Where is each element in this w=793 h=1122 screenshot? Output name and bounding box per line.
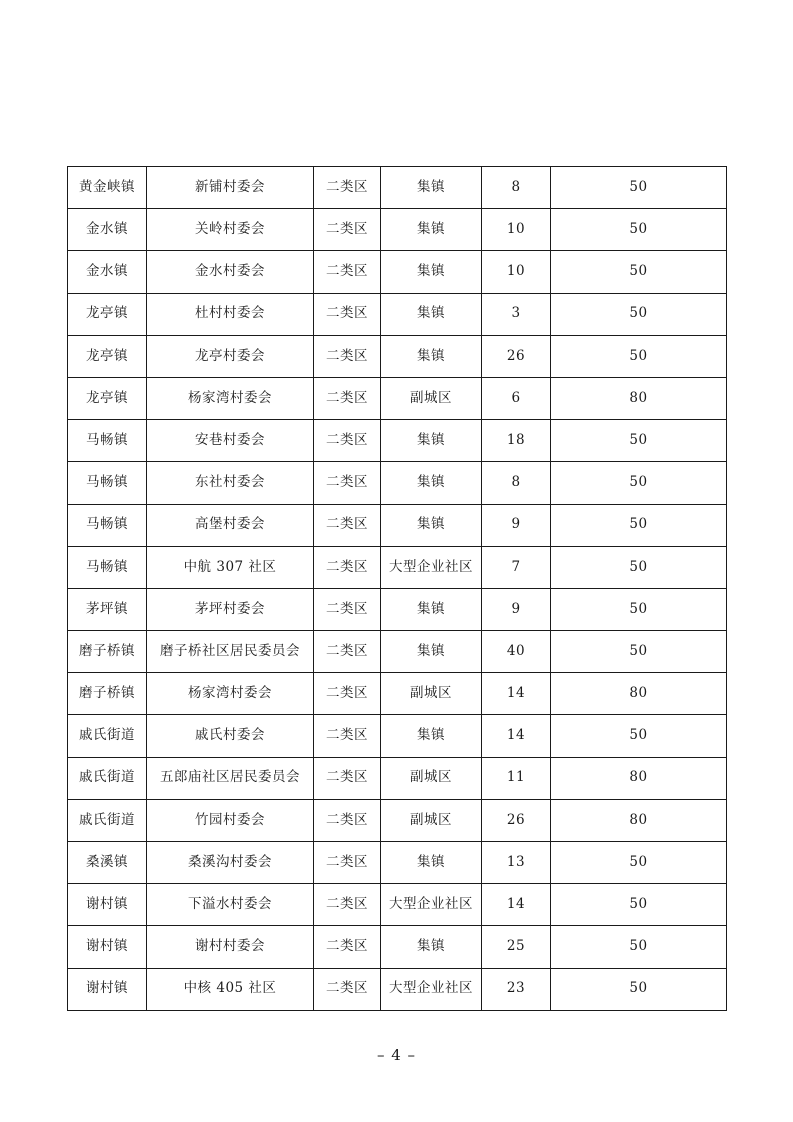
table-row — [68, 884, 727, 926]
area-type-cell: 大型企业社区 — [381, 546, 482, 588]
table-row — [68, 926, 727, 968]
rate-cell: 50 — [551, 335, 727, 377]
area-type-cell: 副城区 — [381, 799, 482, 841]
rate-cell: 50 — [551, 715, 727, 757]
zone-class-cell: 二类区 — [314, 293, 381, 335]
rate-cell: 80 — [551, 673, 727, 715]
count-cell: 26 — [482, 799, 551, 841]
village-cell: 竹园村委会 — [147, 799, 314, 841]
zone-class-cell: 二类区 — [314, 631, 381, 673]
zone-class-cell: 二类区 — [314, 462, 381, 504]
zone-class-cell: 二类区 — [314, 209, 381, 251]
town-cell: 马畅镇 — [68, 420, 147, 462]
zone-class-cell: 二类区 — [314, 799, 381, 841]
village-cell: 东社村委会 — [147, 462, 314, 504]
area-type-cell: 集镇 — [381, 335, 482, 377]
count-cell: 18 — [482, 420, 551, 462]
village-cell: 高堡村委会 — [147, 504, 314, 546]
count-cell: 10 — [482, 209, 551, 251]
count-cell: 40 — [482, 631, 551, 673]
town-cell: 谢村镇 — [68, 884, 147, 926]
area-type-cell: 大型企业社区 — [381, 884, 482, 926]
zone-class-cell: 二类区 — [314, 377, 381, 419]
village-cell: 安巷村委会 — [147, 420, 314, 462]
count-cell: 11 — [482, 757, 551, 799]
town-cell: 磨子桥镇 — [68, 673, 147, 715]
table-row — [68, 504, 727, 546]
town-cell: 马畅镇 — [68, 504, 147, 546]
rate-cell: 80 — [551, 377, 727, 419]
area-type-cell: 大型企业社区 — [381, 968, 482, 1010]
count-cell: 3 — [482, 293, 551, 335]
zone-class-cell: 二类区 — [314, 504, 381, 546]
count-cell: 7 — [482, 546, 551, 588]
table-row — [68, 335, 727, 377]
zone-class-cell: 二类区 — [314, 884, 381, 926]
town-cell: 马畅镇 — [68, 462, 147, 504]
area-type-cell: 集镇 — [381, 588, 482, 630]
town-cell: 戚氏街道 — [68, 799, 147, 841]
town-cell: 谢村镇 — [68, 968, 147, 1010]
rate-cell: 50 — [551, 293, 727, 335]
rate-cell: 50 — [551, 504, 727, 546]
town-cell: 金水镇 — [68, 209, 147, 251]
zone-class-cell: 二类区 — [314, 715, 381, 757]
town-cell: 黄金峡镇 — [68, 167, 147, 209]
zone-class-cell: 二类区 — [314, 335, 381, 377]
town-cell: 谢村镇 — [68, 926, 147, 968]
count-cell: 10 — [482, 251, 551, 293]
area-type-cell: 集镇 — [381, 462, 482, 504]
rate-cell: 50 — [551, 251, 727, 293]
table-row — [68, 209, 727, 251]
zone-class-cell: 二类区 — [314, 757, 381, 799]
village-cell: 磨子桥社区居民委员会 — [147, 631, 314, 673]
town-cell: 磨子桥镇 — [68, 631, 147, 673]
rate-cell: 80 — [551, 799, 727, 841]
table-row — [68, 462, 727, 504]
village-cell: 杨家湾村委会 — [147, 377, 314, 419]
zone-class-cell: 二类区 — [314, 167, 381, 209]
table-row — [68, 842, 727, 884]
area-type-cell: 集镇 — [381, 251, 482, 293]
rate-cell: 50 — [551, 167, 727, 209]
table-row — [68, 968, 727, 1010]
town-cell: 马畅镇 — [68, 546, 147, 588]
table-row — [68, 631, 727, 673]
rate-cell: 50 — [551, 968, 727, 1010]
village-cell: 戚氏村委会 — [147, 715, 314, 757]
town-cell: 戚氏街道 — [68, 757, 147, 799]
rate-cell: 50 — [551, 209, 727, 251]
page-number: – 4 – — [376, 1046, 417, 1064]
zone-class-cell: 二类区 — [314, 926, 381, 968]
rate-cell: 50 — [551, 462, 727, 504]
count-cell: 14 — [482, 673, 551, 715]
area-type-cell: 副城区 — [381, 757, 482, 799]
area-type-cell: 集镇 — [381, 504, 482, 546]
town-cell: 茅坪镇 — [68, 588, 147, 630]
rate-cell: 50 — [551, 842, 727, 884]
area-type-cell: 集镇 — [381, 209, 482, 251]
village-cell: 龙亭村委会 — [147, 335, 314, 377]
town-cell: 金水镇 — [68, 251, 147, 293]
area-type-cell: 副城区 — [381, 377, 482, 419]
village-cell: 桑溪沟村委会 — [147, 842, 314, 884]
area-type-cell: 集镇 — [381, 715, 482, 757]
area-type-cell: 集镇 — [381, 420, 482, 462]
rate-cell: 50 — [551, 926, 727, 968]
rate-cell: 50 — [551, 631, 727, 673]
count-cell: 14 — [482, 715, 551, 757]
table-row — [68, 588, 727, 630]
table-row — [68, 757, 727, 799]
zone-class-cell: 二类区 — [314, 673, 381, 715]
table-row — [68, 377, 727, 419]
village-cell: 中航 307 社区 — [147, 546, 314, 588]
rate-cell: 50 — [551, 884, 727, 926]
town-cell: 龙亭镇 — [68, 335, 147, 377]
count-cell: 9 — [482, 504, 551, 546]
table-body — [68, 167, 727, 1011]
table-row — [68, 420, 727, 462]
zone-class-cell: 二类区 — [314, 842, 381, 884]
table-row — [68, 546, 727, 588]
table-row — [68, 799, 727, 841]
village-cell: 茅坪村委会 — [147, 588, 314, 630]
area-type-cell: 集镇 — [381, 167, 482, 209]
zone-class-cell: 二类区 — [314, 546, 381, 588]
town-cell: 龙亭镇 — [68, 293, 147, 335]
count-cell: 13 — [482, 842, 551, 884]
count-cell: 14 — [482, 884, 551, 926]
village-cell: 金水村委会 — [147, 251, 314, 293]
village-cell: 谢村村委会 — [147, 926, 314, 968]
town-cell: 戚氏街道 — [68, 715, 147, 757]
data-table — [67, 166, 727, 1011]
village-cell: 新铺村委会 — [147, 167, 314, 209]
zone-class-cell: 二类区 — [314, 968, 381, 1010]
zone-class-cell: 二类区 — [314, 420, 381, 462]
village-cell: 关岭村委会 — [147, 209, 314, 251]
table-row — [68, 167, 727, 209]
table-row — [68, 251, 727, 293]
area-type-cell: 集镇 — [381, 293, 482, 335]
zone-class-cell: 二类区 — [314, 588, 381, 630]
count-cell: 23 — [482, 968, 551, 1010]
rate-cell: 80 — [551, 757, 727, 799]
table-row — [68, 293, 727, 335]
count-cell: 26 — [482, 335, 551, 377]
village-cell: 中核 405 社区 — [147, 968, 314, 1010]
area-type-cell: 集镇 — [381, 842, 482, 884]
count-cell: 8 — [482, 167, 551, 209]
area-type-cell: 集镇 — [381, 631, 482, 673]
count-cell: 9 — [482, 588, 551, 630]
area-type-cell: 副城区 — [381, 673, 482, 715]
village-cell: 杨家湾村委会 — [147, 673, 314, 715]
count-cell: 25 — [482, 926, 551, 968]
zone-class-cell: 二类区 — [314, 251, 381, 293]
village-cell: 杜村村委会 — [147, 293, 314, 335]
town-cell: 桑溪镇 — [68, 842, 147, 884]
table-row — [68, 715, 727, 757]
village-cell: 五郎庙社区居民委员会 — [147, 757, 314, 799]
town-cell: 龙亭镇 — [68, 377, 147, 419]
area-type-cell: 集镇 — [381, 926, 482, 968]
rate-cell: 50 — [551, 420, 727, 462]
rate-cell: 50 — [551, 588, 727, 630]
village-cell: 下溢水村委会 — [147, 884, 314, 926]
count-cell: 8 — [482, 462, 551, 504]
count-cell: 6 — [482, 377, 551, 419]
rate-cell: 50 — [551, 546, 727, 588]
table-row — [68, 673, 727, 715]
